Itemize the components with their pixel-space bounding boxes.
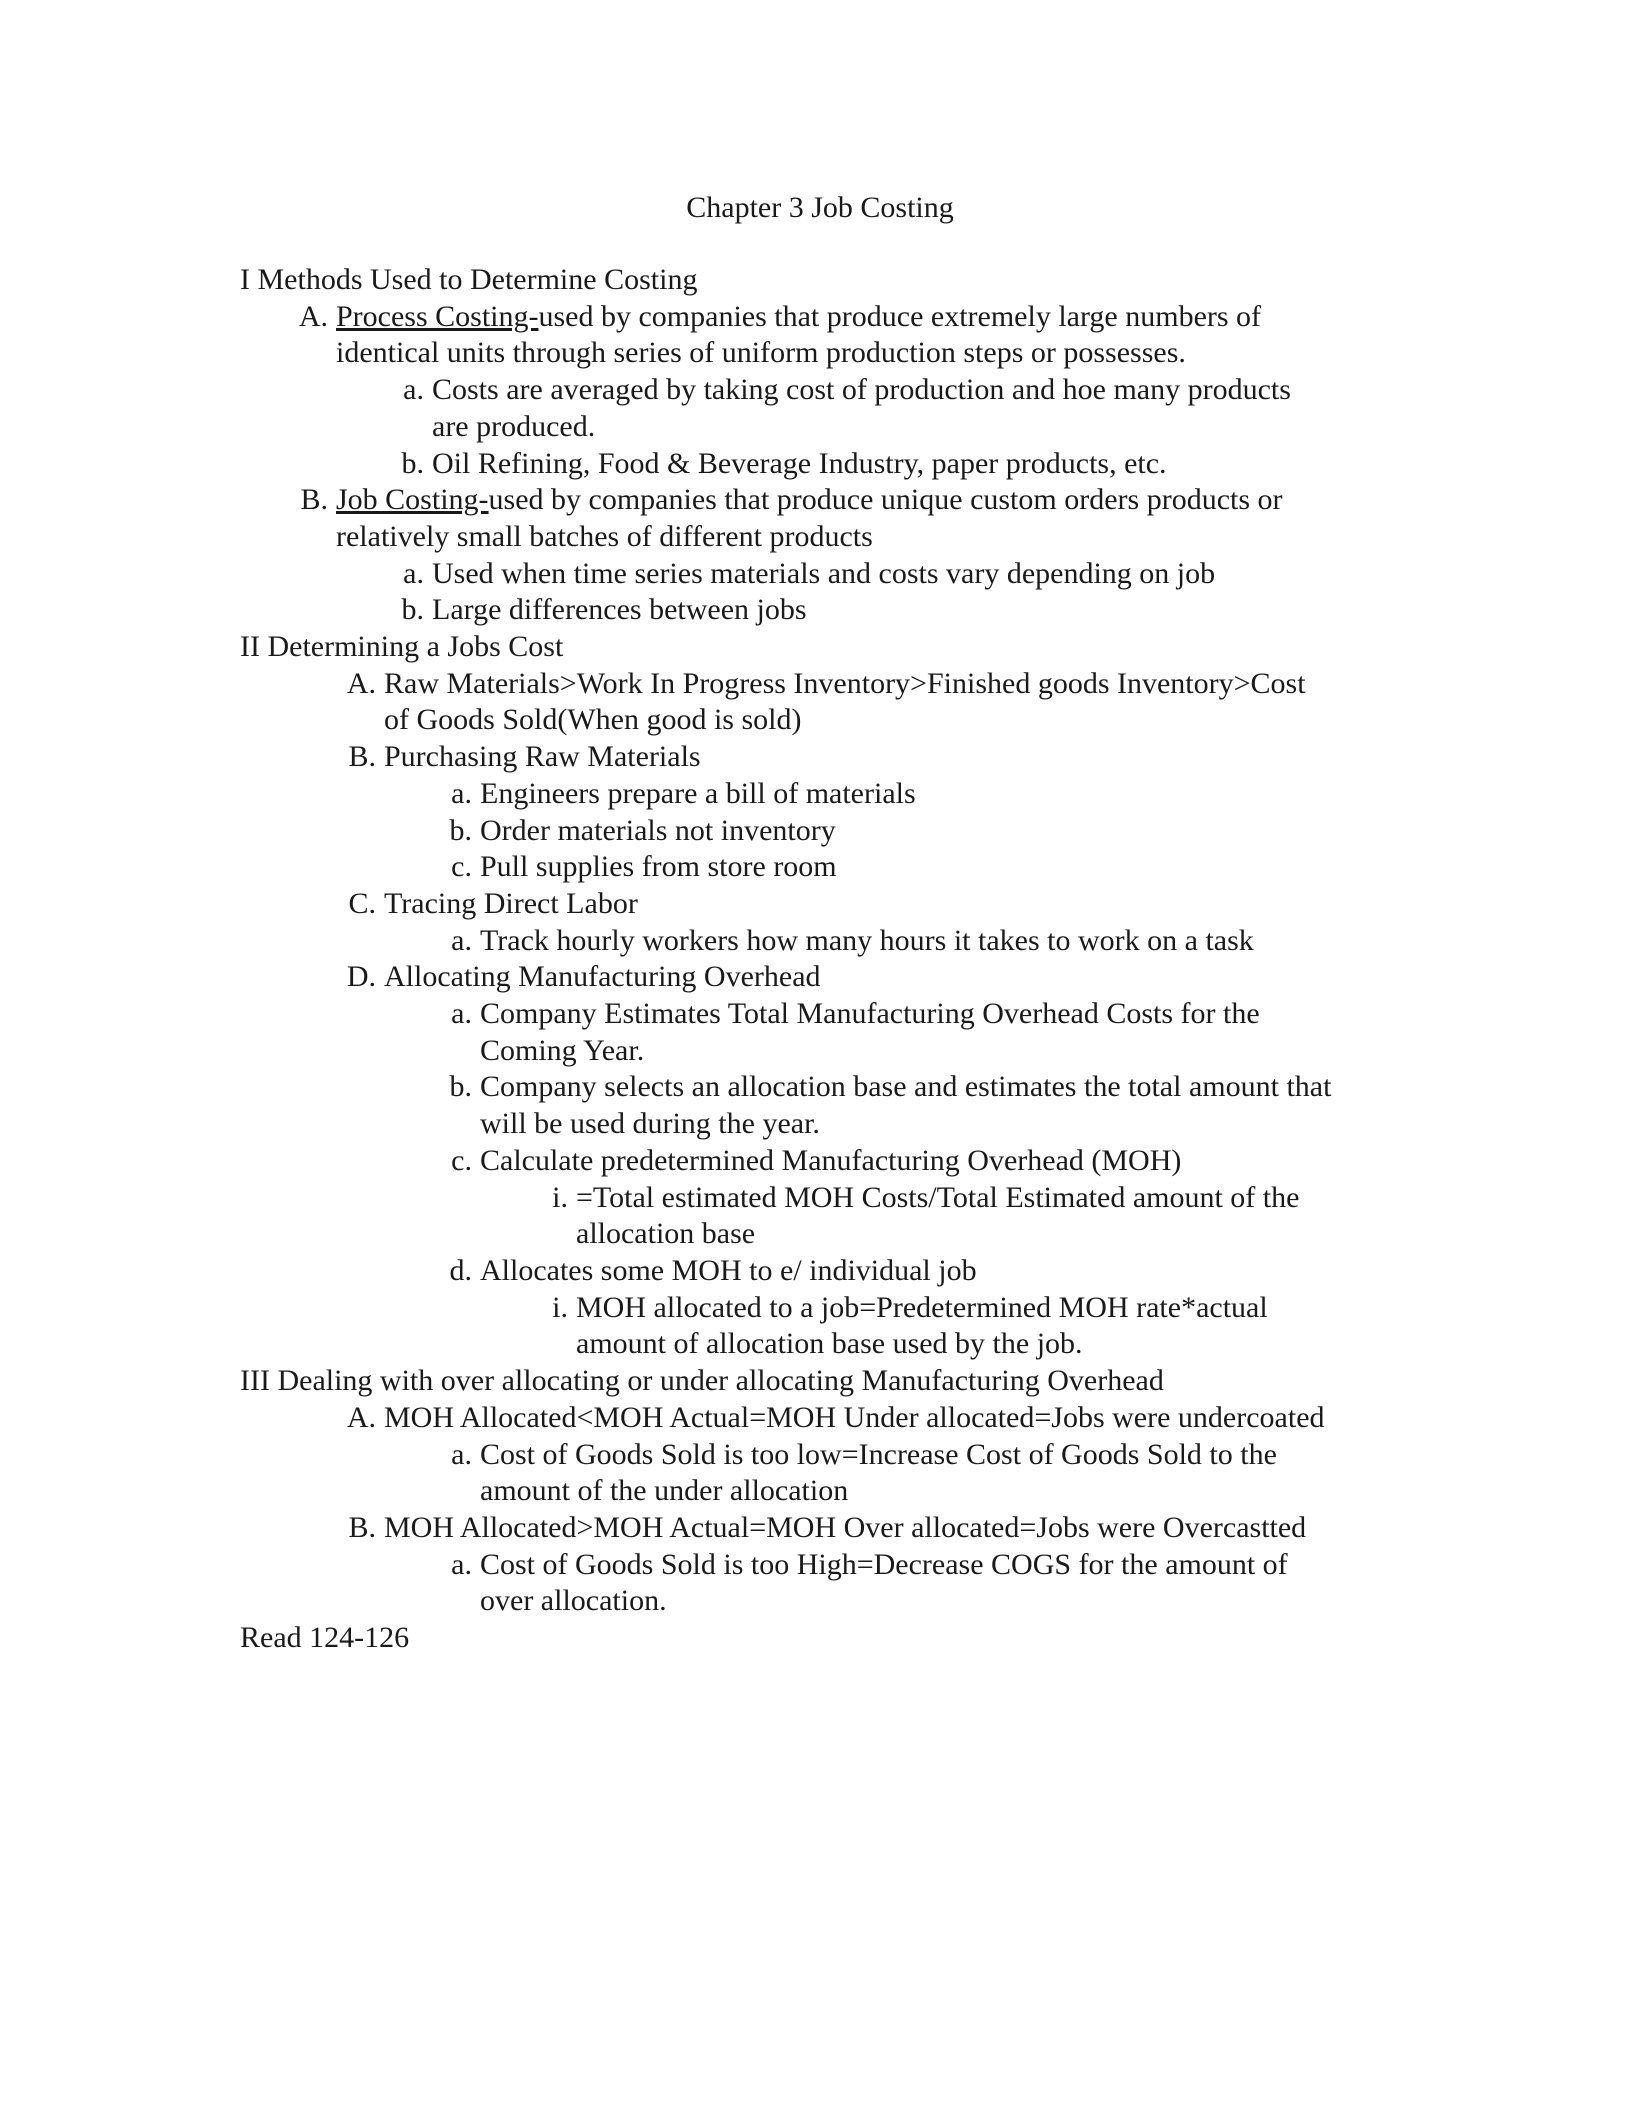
item-marker: a. [451, 1437, 472, 1471]
section-heading [240, 1363, 1420, 1400]
item-text: Allocates some MOH to e/ individual job [480, 1253, 977, 1287]
list-item [240, 592, 1420, 629]
item-text: MOH Allocated>MOH Actual=MOH Over allocated=Jobs were Overcastted [384, 1510, 1307, 1544]
term-process-costing: Process Costing- [336, 299, 539, 333]
item-text: Raw Materials>Work In Progress Inventory>Finished goods Inventory>Cost [384, 666, 1306, 700]
list-item [240, 1069, 1420, 1106]
item-marker: b. [401, 446, 424, 480]
list-item [240, 1253, 1420, 1290]
list-item-continuation: relatively small batches of different products [336, 519, 873, 553]
item-text [240, 299, 1420, 336]
list-item [240, 482, 1420, 519]
list-item [240, 776, 1420, 813]
item-text: Calculate predetermined Manufacturing Overhead (MOH) [480, 1143, 1182, 1177]
list-item [240, 666, 1420, 703]
item-text: Company Estimates Total Manufacturing Overhead Costs for the [480, 997, 1260, 1031]
list-item [240, 923, 1420, 960]
list-item-continuation: are produced. [432, 409, 596, 443]
item-text: MOH allocated to a job=Predetermined MOH rate*actual [576, 1290, 1268, 1324]
item-text [240, 482, 1420, 519]
list-item [240, 739, 1420, 776]
item-text: Pull supplies from store room [480, 850, 837, 884]
item-text: Cost of Goods Sold is too low=Increase Cost of Goods Sold to the [480, 1437, 1277, 1471]
item-text: Order materials not inventory [480, 813, 836, 847]
list-item [240, 1180, 1420, 1217]
item-marker: c. [451, 1143, 472, 1177]
list-item [240, 1437, 1420, 1474]
list-item [240, 1290, 1420, 1327]
footer-note [240, 1620, 1420, 1657]
item-text-rest: used by companies that produce extremely large numbers of [538, 299, 1262, 333]
list-item-continuation: amount of the under allocation [480, 1474, 849, 1508]
item-marker: b. [401, 593, 424, 627]
outline [240, 262, 1420, 1657]
item-marker: B. [348, 740, 376, 774]
item-text: Costs are averaged by taking cost of production and hoe many products [432, 373, 1291, 407]
item-text: Track hourly workers how many hours it takes to work on a task [480, 923, 1254, 957]
item-marker: A. [298, 299, 328, 333]
item-text-rest: used by companies that produce unique custom orders products or [488, 483, 1283, 517]
item-marker: a. [451, 923, 472, 957]
item-marker: A. [346, 666, 376, 700]
list-item [240, 886, 1420, 923]
item-marker: B. [300, 483, 328, 517]
item-text: MOH Allocated<MOH Actual=MOH Under allocated=Jobs were undercoated [384, 1400, 1325, 1434]
item-marker: a. [403, 556, 424, 590]
list-item [240, 299, 1420, 336]
item-marker: a. [403, 373, 424, 407]
list-item [240, 1143, 1420, 1180]
list-item [240, 1400, 1420, 1437]
item-text: =Total estimated MOH Costs/Total Estimated amount of the [576, 1180, 1300, 1214]
list-item-continuation: of Goods Sold(When good is sold) [384, 703, 802, 737]
item-text: Large differences between jobs [432, 593, 807, 627]
item-text: Allocating Manufacturing Overhead [384, 960, 821, 994]
section-heading-text: III Dealing with over allocating or under allocating Manufacturing Overhead [240, 1364, 1164, 1398]
list-item-continuation: will be used during the year. [480, 1107, 820, 1141]
term-job-costing: Job Costing- [336, 483, 489, 517]
item-marker: C. [348, 886, 376, 920]
list-item [240, 556, 1420, 593]
list-item [240, 1510, 1420, 1547]
item-marker: c. [451, 850, 472, 884]
section-heading [240, 629, 1420, 666]
list-item [240, 996, 1420, 1033]
item-marker: D. [346, 960, 376, 994]
item-text: Company selects an allocation base and estimates the total amount that [480, 1070, 1332, 1104]
item-marker: i. [552, 1180, 568, 1214]
list-item-continuation: Coming Year. [480, 1033, 645, 1067]
section-heading-text: I Methods Used to Determine Costing [240, 263, 698, 296]
document-title: Chapter 3 Job Costing [686, 191, 954, 224]
list-item [240, 446, 1420, 483]
item-marker: B. [348, 1510, 376, 1544]
item-marker: a. [451, 1547, 472, 1581]
item-text: Tracing Direct Labor [384, 886, 638, 920]
list-item [240, 849, 1420, 886]
section-heading-text: II Determining a Jobs Cost [240, 630, 564, 664]
list-item [240, 1547, 1420, 1584]
section-heading [240, 262, 1420, 299]
footer-note-text: Read 124-126 [240, 1621, 410, 1655]
item-marker: a. [451, 776, 472, 810]
item-marker: i. [552, 1290, 568, 1324]
list-item [240, 813, 1420, 850]
item-text: Oil Refining, Food & Beverage Industry, paper products, etc. [432, 446, 1167, 480]
item-marker: b. [449, 813, 472, 847]
item-text: Used when time series materials and costs vary depending on job [432, 556, 1216, 590]
list-item-continuation: over allocation. [480, 1584, 667, 1618]
list-item [240, 372, 1420, 409]
list-item-continuation: allocation base [576, 1217, 756, 1251]
item-text: Engineers prepare a bill of materials [480, 776, 916, 810]
item-marker: b. [449, 1070, 472, 1104]
list-item-continuation: amount of allocation base used by the job. [576, 1327, 1083, 1361]
list-item [240, 959, 1420, 996]
item-marker: A. [346, 1400, 376, 1434]
item-marker: d. [449, 1253, 472, 1287]
list-item-continuation: identical units through series of uniform production steps or possesses. [336, 336, 1186, 370]
item-text: Cost of Goods Sold is too High=Decrease COGS for the amount of [480, 1547, 1288, 1581]
item-text: Purchasing Raw Materials [384, 740, 701, 774]
item-marker: a. [451, 997, 472, 1031]
